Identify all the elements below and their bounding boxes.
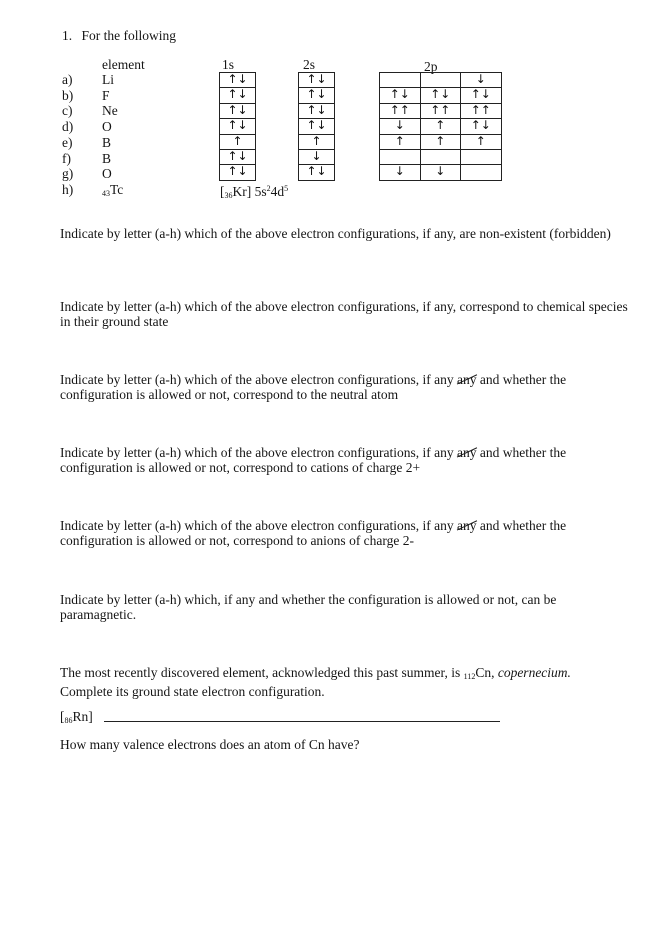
question [60, 519, 630, 548]
question: Indicate by letter (a-h) which of the above electron configurations, if any, are non-existent (forbidden) [60, 226, 611, 241]
row-letter: f) [62, 150, 71, 166]
tc-symbol: Tc [110, 182, 124, 197]
orbital-box: ↑ [420, 134, 462, 150]
orbital-box [379, 72, 421, 88]
tc-bracket: [ [220, 184, 225, 199]
orbital-box: ↑↓ [298, 87, 335, 103]
row-element-h [102, 182, 123, 201]
row-element: B [102, 134, 112, 150]
orbital-box: ↑↓ [460, 118, 502, 134]
question [60, 373, 630, 402]
orbital-box: ↓ [379, 164, 421, 180]
orbital-box [420, 149, 462, 165]
orbital-box: ↓ [298, 149, 335, 165]
orbital-box: ↑↓ [298, 103, 335, 119]
tc-core-sub: 36 [224, 191, 233, 200]
answer-line[interactable] [104, 721, 500, 722]
orbital-box [460, 149, 502, 165]
row-letter-h: h) [62, 182, 74, 197]
header-1s: 1s [222, 57, 235, 72]
cn-intro [60, 666, 630, 699]
struck-word: any [456, 372, 477, 387]
question-text: Indicate by letter (a-h) which of the above electron configurations, if any [60, 372, 457, 387]
row-element: B [102, 150, 112, 166]
cn-line1: The most recently discovered element, acknowledged this past summer, is [60, 665, 464, 680]
orbital-box: ↑ [420, 118, 462, 134]
cn-line2: Complete its ground state electron configuration. [60, 683, 325, 699]
row-letter: a) [62, 72, 73, 87]
question-text: and whether the configuration is allowed or not, correspond to anions of charge 2- [60, 518, 567, 548]
orbital-box: ↑↓ [219, 118, 256, 134]
row-element: Ne [102, 103, 118, 119]
tc-5s: 5s [254, 184, 267, 199]
struck-word: any [456, 445, 477, 460]
orbital-box: ↑↑ [379, 103, 421, 119]
question: Indicate by letter (a-h) which of the above electron configurations, if any, correspond to chemical species in their ground state [60, 299, 628, 329]
orbital-box: ↑↓ [219, 149, 256, 165]
header-element: element [102, 57, 145, 72]
row-element: Li [102, 72, 114, 87]
row-element: O [102, 166, 112, 182]
question-text: Indicate by letter (a-h) which of the above electron configurations, if any [60, 518, 457, 533]
problem-intro: For the following [81, 28, 176, 43]
struck-word: any [456, 518, 477, 533]
orbital-box: ↑ [298, 134, 335, 150]
question-text: and whether the configuration is allowed or not, correspond to cations of charge 2+ [60, 445, 567, 475]
cn-core-bracket: [ [60, 709, 65, 724]
orbital-box: ↑↓ [219, 72, 256, 88]
cn-core-sub: 86 [64, 716, 73, 725]
orbital-box [379, 149, 421, 165]
orbital-box [460, 164, 502, 180]
question [60, 446, 630, 475]
orbital-box: ↑↓ [219, 87, 256, 103]
problem-number: 1. [62, 28, 73, 43]
orbital-box: ↑ [219, 134, 256, 150]
orbital-box: ↑↓ [420, 87, 462, 103]
tc-5s-count: 2 [266, 184, 271, 193]
question-text: Indicate by letter (a-h) which of the above electron configurations, if any [60, 445, 457, 460]
row-element: F [102, 87, 110, 103]
row-letter: d) [62, 119, 74, 135]
cn-name: copernecium. [497, 665, 571, 680]
orbital-box: ↑↓ [379, 87, 421, 103]
orbital-box: ↑↓ [219, 103, 256, 119]
header-2p: 2p [424, 59, 438, 74]
cn-core [60, 709, 93, 728]
orbital-box: ↑↓ [460, 87, 502, 103]
orbital-box: ↑↓ [298, 164, 335, 180]
tc-configuration [220, 181, 288, 203]
question: Indicate by letter (a-h) which, if any and whether the configuration is allowed or not, can be paramagnetic. [60, 592, 557, 622]
orbital-box: ↑↑ [420, 103, 462, 119]
problem-heading [62, 28, 176, 43]
question-text: and whether the configuration is allowed or not, correspond to the neutral atom [60, 372, 567, 402]
orbital-box: ↓ [460, 72, 502, 88]
tc-4d: 4d [270, 184, 285, 199]
cn-symbol: Cn, [475, 665, 498, 680]
orbital-box [420, 72, 462, 88]
orbital-box: ↓ [420, 164, 462, 180]
orbital-box: ↑↓ [298, 118, 335, 134]
orbital-box: ↑ [379, 134, 421, 150]
cn-atomic-number: 112 [463, 672, 476, 681]
row-letter: g) [62, 166, 74, 182]
orbital-box: ↓ [379, 118, 421, 134]
orbital-box: ↑ [460, 134, 502, 150]
row-element: O [102, 119, 112, 135]
row-letter: b) [62, 87, 74, 103]
tc-core: Kr] [232, 184, 252, 199]
orbital-box: ↑↑ [460, 103, 502, 119]
cn-valence-question: How many valence electrons does an atom of Cn have? [60, 737, 360, 752]
orbital-box: ↑↓ [298, 72, 335, 88]
cn-core-symbol: Rn] [72, 709, 93, 724]
tc-4d-count: 5 [284, 184, 289, 193]
header-2s: 2s [303, 57, 316, 72]
orbital-box: ↑↓ [219, 164, 256, 180]
tc-atomic-number: 43 [102, 189, 110, 198]
row-letter: e) [62, 134, 73, 150]
row-letter: c) [62, 103, 73, 119]
